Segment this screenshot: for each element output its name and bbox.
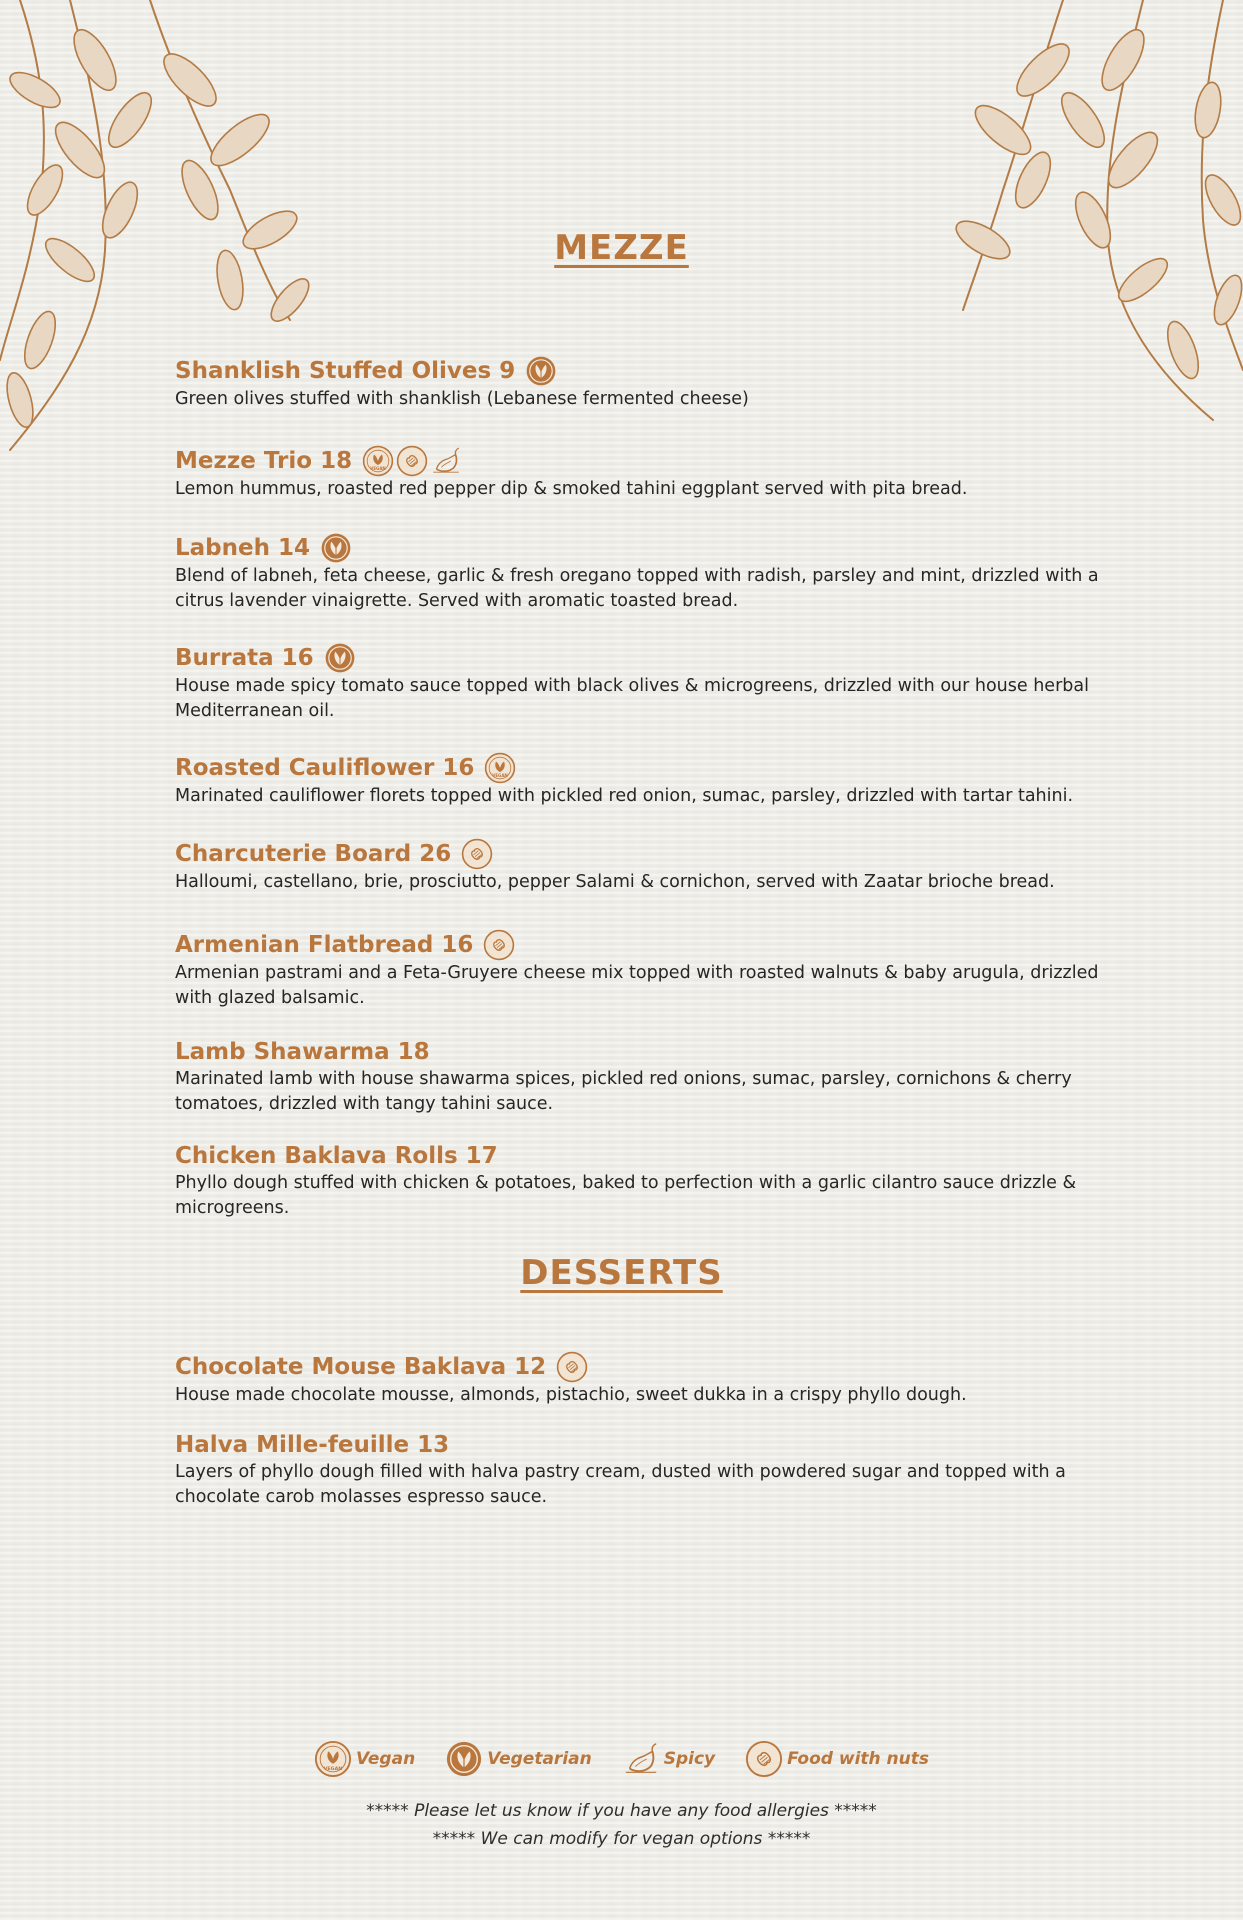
- nuts-icon: [745, 1740, 783, 1778]
- item-description: House made spicy tomato sauce topped with black olives & microgreens, drizzled with our house herbal Mediterranean oil.: [175, 676, 1089, 721]
- allergy-note: ***** Please let us know if you have any food allergies *****: [366, 1801, 877, 1821]
- item-description: Lemon hummus, roasted red pepper dip & smoked tahini eggplant served with pita bread.: [175, 479, 968, 499]
- item-description: Halloumi, castellano, brie, prosciutto, pepper Salami & cornichon, served with Zaatar brioche bread.: [175, 872, 1055, 892]
- item-description: Armenian pastrami and a Feta-Gruyere cheese mix topped with roasted walnuts & baby arugula, drizzled with glazed balsamic.: [175, 963, 1099, 1008]
- legend-item-nuts: [745, 1740, 929, 1778]
- icon-legend: [0, 1740, 1243, 1778]
- menu-item: [175, 642, 1125, 724]
- spicy-icon: [430, 445, 462, 477]
- menu-item: [175, 532, 1125, 614]
- vegetarian-icon: [525, 355, 557, 387]
- menu-item: [175, 355, 1125, 412]
- nuts-icon: [461, 838, 493, 870]
- vegan-options-note: ***** We can modify for vegan options *****: [432, 1829, 811, 1849]
- item-description: House made chocolate mousse, almonds, pistachio, sweet dukka in a crispy phyllo dough.: [175, 1385, 967, 1405]
- item-description: Green olives stuffed with shanklish (Lebanese fermented cheese): [175, 389, 749, 409]
- section-title-desserts: DESSERTS: [520, 1253, 723, 1293]
- section-title-mezze: MEZZE: [554, 228, 689, 268]
- item-name: Lamb Shawarma 18: [175, 1039, 430, 1065]
- vegetarian-icon: [445, 1740, 483, 1778]
- item-name: Chicken Baklava Rolls 17: [175, 1143, 498, 1169]
- item-name: Charcuterie Board 26: [175, 841, 452, 867]
- item-description: Layers of phyllo dough filled with halva pastry cream, dusted with powdered sugar and topped with a chocolate carob molasses espresso sauce.: [175, 1462, 1066, 1507]
- menu-item: [175, 929, 1125, 1011]
- nuts-icon: [396, 445, 428, 477]
- menu-item: [175, 838, 1125, 895]
- item-name: Roasted Cauliflower 16: [175, 755, 475, 781]
- menu-item: [175, 1141, 1125, 1221]
- footer-notes: [0, 1797, 1243, 1853]
- nuts-icon: [556, 1351, 588, 1383]
- legend-item-spicy: [622, 1740, 715, 1778]
- item-name: Burrata 16: [175, 645, 314, 671]
- vegetarian-icon: [324, 642, 356, 674]
- menu-item: [175, 445, 1125, 502]
- item-description: Blend of labneh, feta cheese, garlic & fresh oregano topped with radish, parsley and mint, drizzled with a citrus lavender vinaigrette. Served with aromatic toasted bread.: [175, 566, 1099, 611]
- menu-item: [175, 752, 1125, 809]
- item-name: Labneh 14: [175, 535, 311, 561]
- legend-label: Vegan: [355, 1749, 416, 1769]
- spicy-icon: [622, 1740, 660, 1778]
- vegan-icon: [314, 1740, 352, 1778]
- item-name: Mezze Trio 18: [175, 448, 353, 474]
- menu-item: [175, 1037, 1125, 1117]
- item-description: Phyllo dough stuffed with chicken & potatoes, baked to perfection with a garlic cilantro sauce drizzle & microgreens.: [175, 1173, 1077, 1218]
- legend-item-vegetarian: [445, 1740, 592, 1778]
- legend-label: Spicy: [663, 1749, 716, 1769]
- item-name: Armenian Flatbread 16: [175, 932, 474, 958]
- legend-item-vegan: [314, 1740, 415, 1778]
- menu-item: [175, 1430, 1125, 1510]
- item-name: Shanklish Stuffed Olives 9: [175, 358, 516, 384]
- legend-label: Food with nuts: [787, 1749, 930, 1769]
- legend-label: Vegetarian: [487, 1749, 592, 1769]
- menu-item: [175, 1351, 1125, 1408]
- item-description: Marinated cauliflower florets topped with pickled red onion, sumac, parsley, drizzled with tartar tahini.: [175, 786, 1074, 806]
- vegetarian-icon: [320, 532, 352, 564]
- item-description: Marinated lamb with house shawarma spices, pickled red onions, sumac, parsley, cornichons & cherry tomatoes, drizzled with tangy tahini sauce.: [175, 1069, 1072, 1114]
- vegan-icon: [484, 752, 516, 784]
- item-name: Chocolate Mouse Baklava 12: [175, 1354, 547, 1380]
- item-name: Halva Mille-feuille 13: [175, 1432, 450, 1458]
- nuts-icon: [483, 929, 515, 961]
- vegan-icon: [362, 445, 394, 477]
